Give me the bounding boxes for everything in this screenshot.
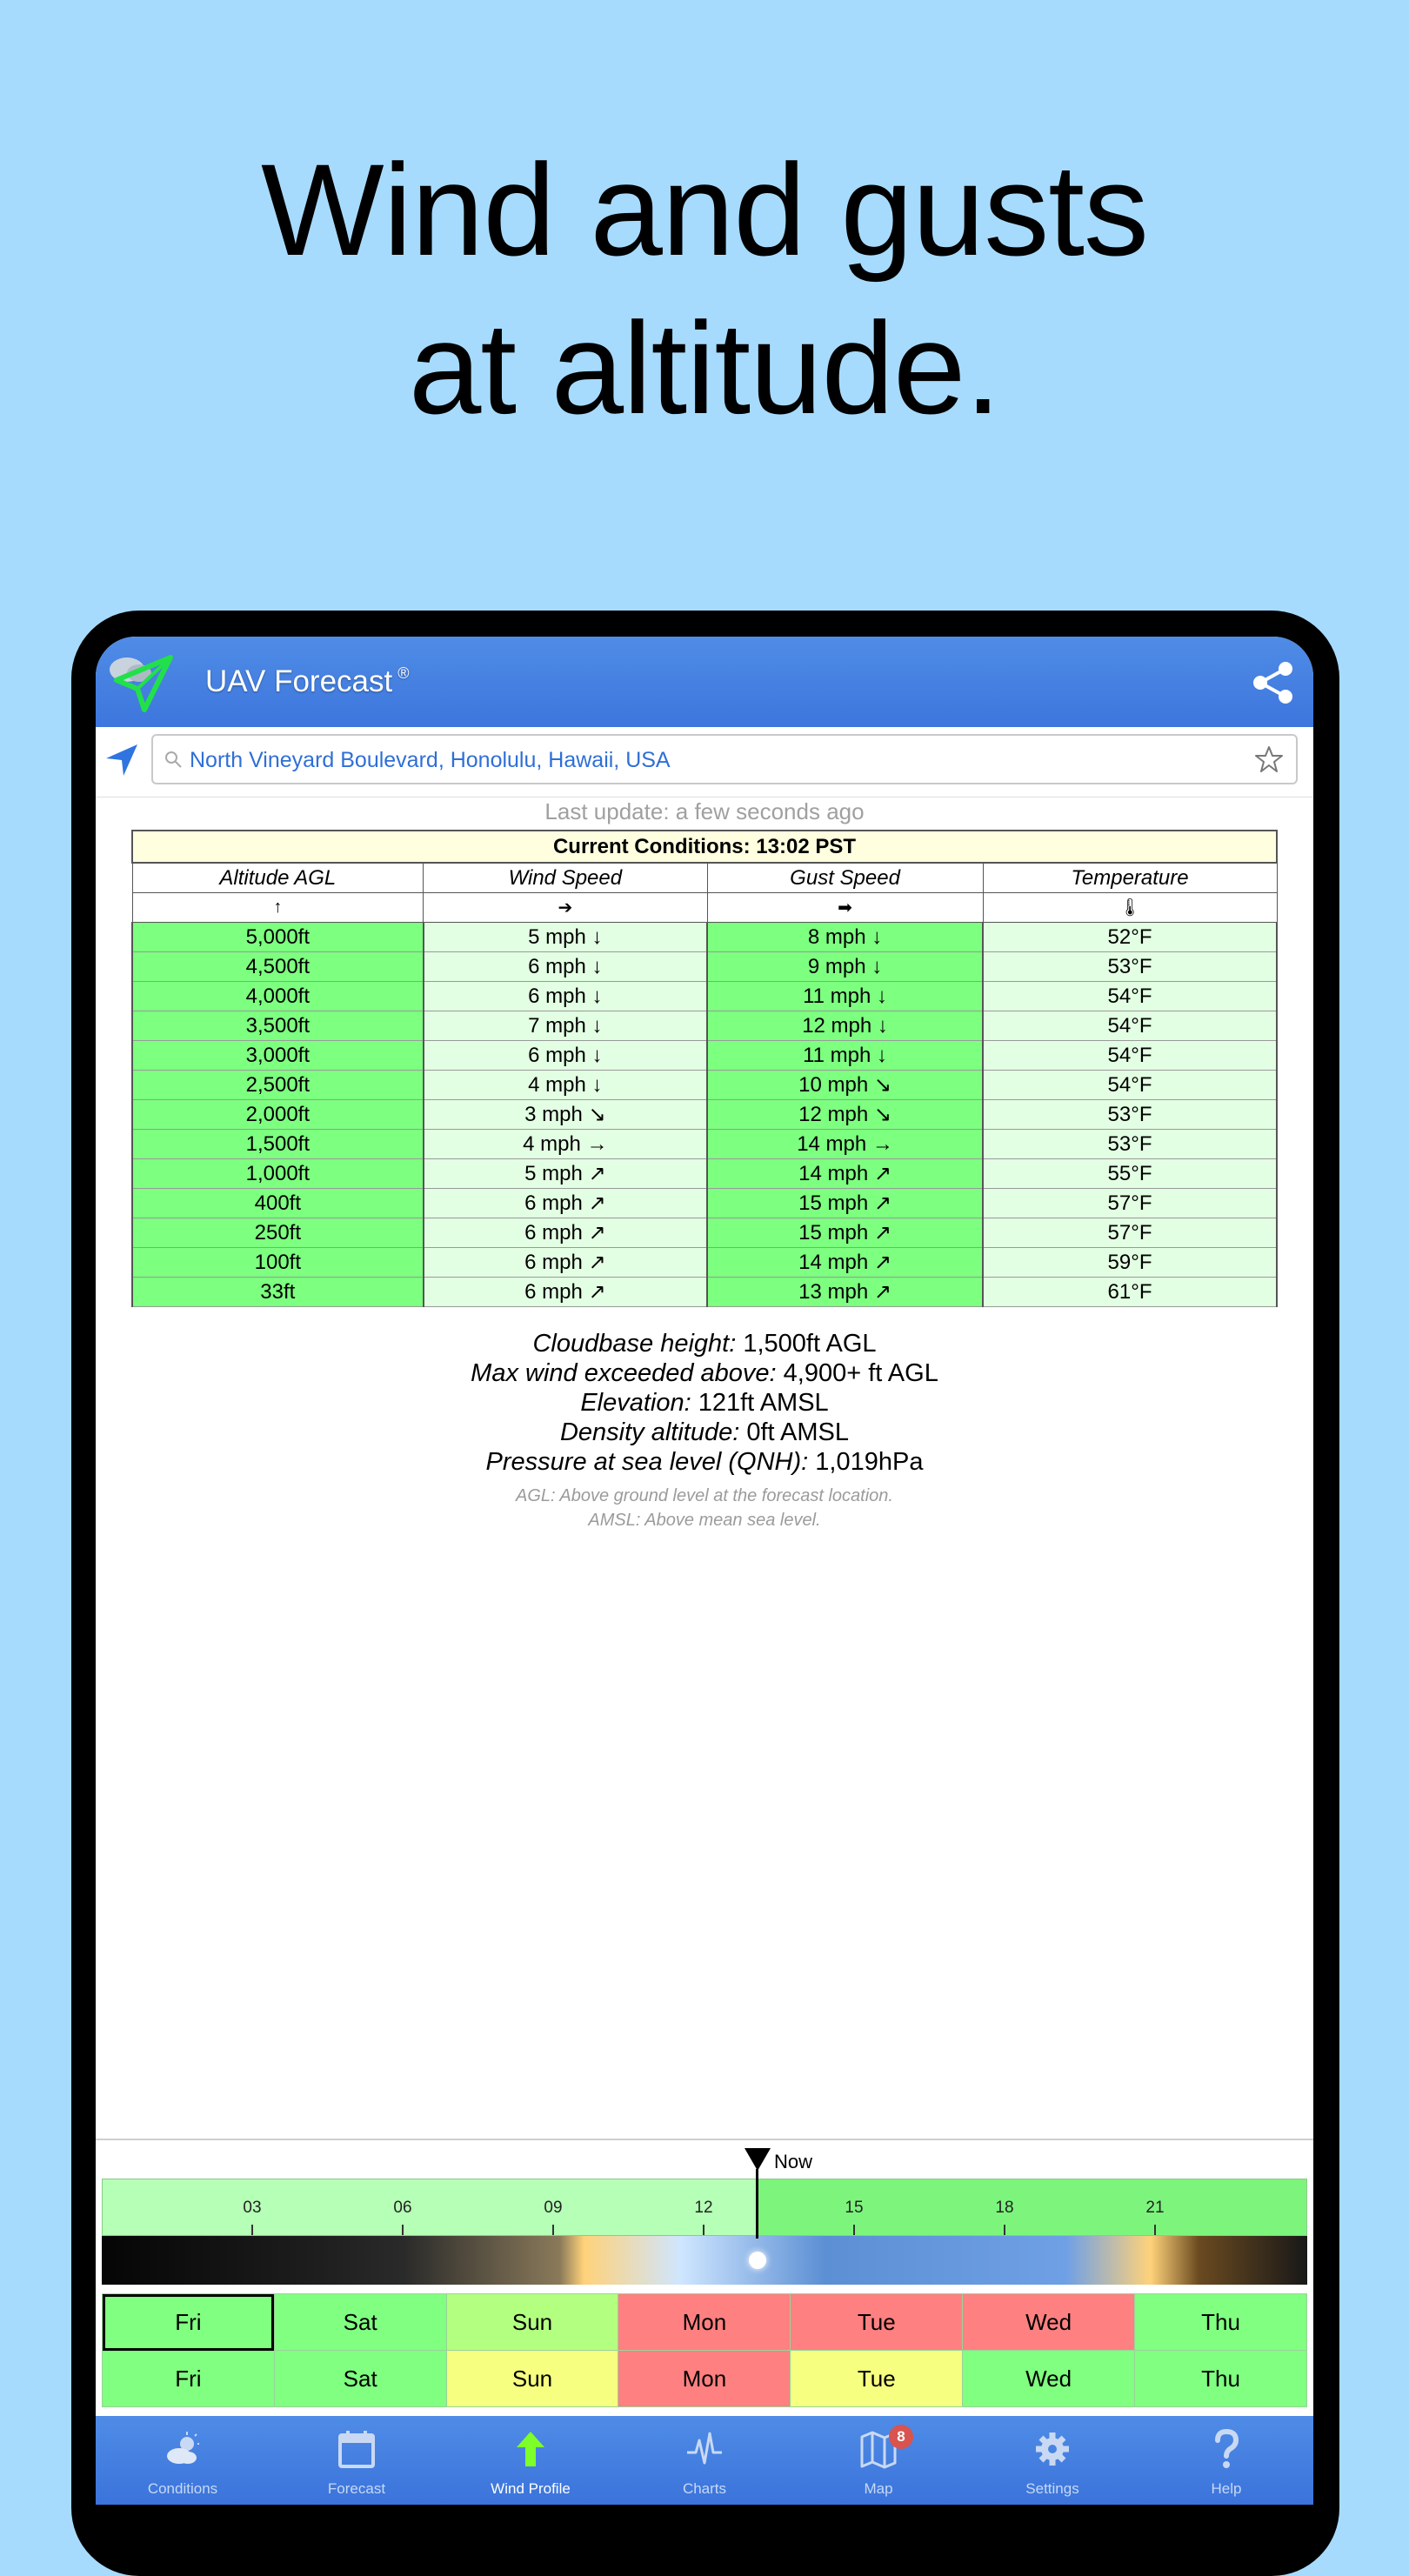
temperature-cell: 59°F (983, 1248, 1277, 1278)
map-badge: 8 (889, 2425, 913, 2449)
hour-tick (552, 2225, 554, 2235)
headline-line-1: Wind and gusts (261, 137, 1148, 283)
day-cell-tue[interactable]: Tue (791, 2351, 963, 2407)
wind-speed-cell: 5 mph ↗ (424, 1159, 707, 1189)
header-gust-speed: Gust Speed (707, 863, 983, 893)
temperature-cell: 53°F (983, 1100, 1277, 1130)
hour-label: 06 (393, 2199, 412, 2217)
tab-label: Forecast (327, 2480, 386, 2497)
day-cell-fri[interactable]: Fri (103, 2351, 275, 2407)
table-row (132, 1159, 1277, 1189)
wind-arrow-icon: ➔ (424, 893, 707, 923)
day-selector (102, 2293, 1307, 2407)
table-row (132, 923, 1277, 952)
daylight-band (102, 2236, 1307, 2285)
gust-speed-cell: 15 mph ↗ (707, 1189, 983, 1218)
help-icon (1207, 2428, 1245, 2470)
wind-profile-table (131, 830, 1278, 1307)
wind-speed-cell: 5 mph ↓ (424, 923, 707, 952)
table-row (132, 1071, 1277, 1100)
summary-label: Elevation: (580, 1389, 691, 1417)
last-update-text: Last update: a few seconds ago (544, 798, 865, 824)
altitude-cell: 3,000ft (132, 1041, 424, 1071)
temperature-cell: 52°F (983, 923, 1277, 952)
temperature-cell: 57°F (983, 1218, 1277, 1248)
table-row (132, 1011, 1277, 1041)
gust-speed-cell: 15 mph ↗ (707, 1218, 983, 1248)
header-wind-speed: Wind Speed (424, 863, 707, 893)
wind-speed-cell: 4 mph → (424, 1130, 707, 1159)
summary-label: Max wind exceeded above: (471, 1359, 777, 1387)
day-cell-wed[interactable]: Wed (963, 2351, 1135, 2407)
hour-label: 03 (243, 2199, 262, 2217)
table-caption: Current Conditions: 13:02 PST (132, 831, 1277, 863)
registered-mark: ® (397, 664, 410, 682)
thermometer-icon: 🌡 (983, 893, 1277, 923)
tab-label: Help (1211, 2480, 1242, 2497)
now-marker-icon[interactable] (743, 2146, 772, 2172)
weather-icon (164, 2428, 202, 2470)
sun-position-dot (749, 2252, 766, 2269)
tab-label: Wind Profile (491, 2480, 571, 2497)
gust-speed-cell: 14 mph ↗ (707, 1159, 983, 1189)
summary-label: Pressure at sea level (QNH): (485, 1448, 809, 1476)
location-search-value: North Vineyard Boulevard, Honolulu, Hawaii, USA (190, 748, 671, 772)
gust-speed-cell: 11 mph ↓ (707, 1041, 983, 1071)
temperature-cell: 61°F (983, 1278, 1277, 1307)
tab-label: Charts (682, 2480, 727, 2497)
temperature-cell: 54°F (983, 1071, 1277, 1100)
now-line (756, 2169, 758, 2239)
altitude-cell: 2,000ft (132, 1100, 424, 1130)
summary-row (96, 1418, 1313, 1447)
app-bar (96, 637, 1313, 727)
altitude-cell: 2,500ft (132, 1071, 424, 1100)
table-row (132, 1278, 1277, 1307)
share-icon[interactable] (1252, 661, 1294, 704)
search-icon (164, 750, 183, 769)
tab-wind-profile[interactable] (444, 2416, 618, 2505)
gust-speed-cell: 14 mph ↗ (707, 1248, 983, 1278)
table-row (132, 1041, 1277, 1071)
tab-map[interactable] (791, 2416, 965, 2505)
day-cell-tue[interactable]: Tue (791, 2294, 963, 2351)
temperature-cell: 53°F (983, 952, 1277, 982)
hour-label: 15 (845, 2199, 864, 2217)
tab-conditions[interactable] (96, 2416, 270, 2505)
hour-tick (402, 2225, 404, 2235)
wind-speed-cell: 6 mph ↓ (424, 1041, 707, 1071)
hour-tick (1154, 2225, 1156, 2235)
table-row (132, 952, 1277, 982)
hour-label: 21 (1145, 2199, 1165, 2217)
summary-block (96, 1329, 1313, 1477)
wind-speed-cell: 4 mph ↓ (424, 1071, 707, 1100)
gust-speed-cell: 9 mph ↓ (707, 952, 983, 982)
altitude-cell: 4,000ft (132, 982, 424, 1011)
summary-row (96, 1329, 1313, 1358)
agl-note: AGL: Above ground level at the forecast location. (516, 1486, 893, 1505)
altitude-cell: 5,000ft (132, 923, 424, 952)
altitude-arrow-icon: ↑ (132, 893, 424, 923)
table-row (132, 1100, 1277, 1130)
gust-speed-cell: 10 mph ↘ (707, 1071, 983, 1100)
wind-speed-cell: 6 mph ↓ (424, 982, 707, 1011)
app-title (205, 664, 410, 699)
day-cell-sat[interactable]: Sat (274, 2351, 446, 2407)
day-cell-sun[interactable]: Sun (446, 2294, 618, 2351)
gear-icon (1033, 2428, 1072, 2470)
now-label: Now (774, 2151, 813, 2172)
app-screen (96, 637, 1313, 2505)
app-title-text: UAV Forecast (205, 664, 393, 698)
amsl-note: AMSL: Above mean sea level. (588, 1511, 821, 1530)
day-row (103, 2351, 1307, 2407)
hour-tick (1004, 2225, 1005, 2235)
hour-tick (703, 2225, 704, 2235)
header-altitude: Altitude AGL (132, 863, 424, 893)
altitude-cell: 400ft (132, 1189, 424, 1218)
tab-charts[interactable] (618, 2416, 791, 2505)
wind-speed-cell: 6 mph ↓ (424, 952, 707, 982)
summary-label: Density altitude: (559, 1418, 740, 1446)
tab-help[interactable] (1139, 2416, 1313, 2505)
day-cell-wed[interactable]: Wed (963, 2294, 1135, 2351)
headline (0, 130, 1409, 447)
hour-label: 12 (694, 2199, 713, 2217)
wind-speed-cell: 6 mph ↗ (424, 1218, 707, 1248)
summary-value: 0ft AMSL (746, 1418, 850, 1446)
timeline-divider (96, 2139, 1313, 2140)
temperature-cell: 54°F (983, 982, 1277, 1011)
search-row (96, 727, 1313, 797)
summary-value: 121ft AMSL (698, 1389, 829, 1417)
summary-row (96, 1358, 1313, 1388)
gust-arrow-icon: ➡ (707, 893, 983, 923)
gust-speed-cell: 13 mph ↗ (707, 1278, 983, 1307)
table-row (132, 1189, 1277, 1218)
day-cell-mon[interactable]: Mon (618, 2294, 791, 2351)
altitude-cell: 250ft (132, 1218, 424, 1248)
hour-tick (853, 2225, 855, 2235)
gust-speed-cell: 12 mph ↓ (707, 1011, 983, 1041)
day-cell-sun[interactable]: Sun (446, 2351, 618, 2407)
calendar-icon (337, 2428, 376, 2470)
tab-label: Settings (1025, 2480, 1079, 2497)
headline-line-2: at altitude. (408, 295, 1001, 441)
table-row (132, 1248, 1277, 1278)
header-temperature: Temperature (983, 863, 1277, 893)
wind-speed-cell: 6 mph ↗ (424, 1189, 707, 1218)
summary-value: 1,019hPa (815, 1448, 924, 1476)
table-row (132, 1218, 1277, 1248)
summary-row (96, 1388, 1313, 1418)
hour-tick (251, 2225, 253, 2235)
day-cell-thu[interactable]: Thu (1135, 2351, 1307, 2407)
tab-label: Conditions (147, 2480, 218, 2497)
summary-row (96, 1447, 1313, 1477)
location-arrow-icon[interactable] (104, 743, 139, 777)
up-arrow-icon (511, 2428, 550, 2470)
altitude-cell: 3,500ft (132, 1011, 424, 1041)
temperature-cell: 55°F (983, 1159, 1277, 1189)
day-cell-mon[interactable]: Mon (618, 2351, 791, 2407)
day-cell-fri[interactable]: Fri (103, 2294, 275, 2351)
wind-speed-cell: 3 mph ↘ (424, 1100, 707, 1130)
tab-label: Map (864, 2480, 893, 2497)
altitude-cell: 100ft (132, 1248, 424, 1278)
gust-speed-cell: 8 mph ↓ (707, 923, 983, 952)
day-row (103, 2294, 1307, 2351)
gust-speed-cell: 12 mph ↘ (707, 1100, 983, 1130)
star-icon[interactable] (1254, 744, 1284, 774)
day-cell-sat[interactable]: Sat (274, 2294, 446, 2351)
summary-value: 1,500ft AGL (743, 1330, 877, 1358)
table-row (132, 982, 1277, 1011)
location-search-input[interactable] (151, 734, 1298, 784)
tab-settings[interactable] (965, 2416, 1139, 2505)
uav-forecast-logo-icon (104, 649, 174, 717)
day-cell-thu[interactable]: Thu (1135, 2294, 1307, 2351)
bottom-tab-bar (96, 2416, 1313, 2505)
temperature-cell: 54°F (983, 1011, 1277, 1041)
summary-label: Cloudbase height: (532, 1330, 737, 1358)
wind-speed-cell: 6 mph ↗ (424, 1248, 707, 1278)
altitude-cell: 1,000ft (132, 1159, 424, 1189)
tab-forecast[interactable] (270, 2416, 444, 2505)
table-row (132, 1130, 1277, 1159)
hour-label: 09 (544, 2199, 563, 2217)
temperature-cell: 54°F (983, 1041, 1277, 1071)
temperature-cell: 53°F (983, 1130, 1277, 1159)
altitude-cell: 1,500ft (132, 1130, 424, 1159)
wind-speed-cell: 7 mph ↓ (424, 1011, 707, 1041)
gust-speed-cell: 11 mph ↓ (707, 982, 983, 1011)
abbreviation-notes (96, 1484, 1313, 1532)
hour-label: 18 (995, 2199, 1014, 2217)
temperature-cell: 57°F (983, 1189, 1277, 1218)
table-header-row (132, 863, 1277, 893)
table-caption-row (132, 831, 1277, 863)
altitude-cell: 33ft (132, 1278, 424, 1307)
pulse-chart-icon (685, 2428, 724, 2470)
summary-value: 4,900+ ft AGL (783, 1359, 938, 1387)
wind-speed-cell: 6 mph ↗ (424, 1278, 707, 1307)
table-icon-row (132, 893, 1277, 923)
altitude-cell: 4,500ft (132, 952, 424, 982)
gust-speed-cell: 14 mph → (707, 1130, 983, 1159)
